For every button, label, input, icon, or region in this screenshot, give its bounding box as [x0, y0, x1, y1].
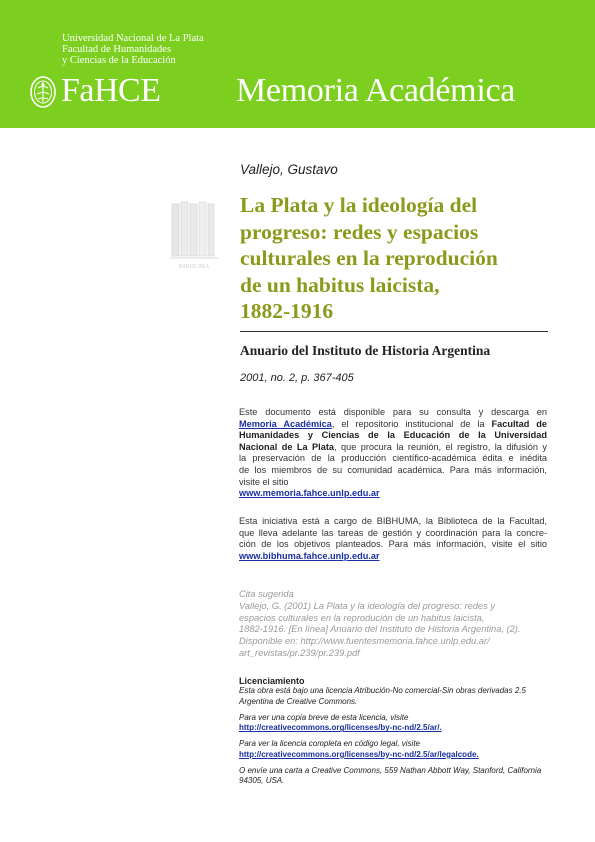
bibhuma-description — [239, 516, 547, 562]
university-bold-text: Nacional de La Plata — [239, 441, 334, 452]
paragraph-text: , que procura la reunión, el registro, la difusión y — [334, 441, 548, 452]
citation-line: Disponible en: http://www.fuentesmemoria.fahce.unlp.edu.ar/ — [239, 636, 490, 647]
citation-line: espacios culturales en la reprodución de un habitus laicista, — [239, 612, 485, 623]
header-banner — [0, 0, 595, 128]
license-heading: Licenciamiento — [239, 676, 305, 686]
paragraph-line: visite el sitio — [239, 476, 289, 487]
university-seal-icon — [29, 75, 57, 109]
paragraph-line — [239, 551, 547, 563]
suggested-citation — [239, 589, 547, 660]
license-full-label: Para ver la licencia completa en código legal, visite — [239, 739, 420, 749]
license-line — [239, 750, 559, 760]
citation-label: Cita sugerida — [239, 589, 294, 599]
title-line: culturales en la reprodución — [240, 246, 498, 270]
university-name: Universidad Nacional de La Plata — [62, 33, 204, 44]
citation-line: art_revistas/pr.239/pr.239.pdf — [239, 647, 360, 658]
paragraph-line: que lleva adelante las tareas de gestión y coordinación para la concre- — [239, 527, 547, 538]
license-line — [239, 723, 559, 733]
paragraph-line — [239, 430, 547, 442]
license-text: Argentina de Creative Commons. — [239, 696, 358, 706]
paragraph-line: la preservación de la producción científico-académica édita e inédita — [239, 453, 547, 464]
fahce-logo: FaHCE — [61, 72, 161, 109]
memoria-academica-link[interactable]: Memoria Académica — [239, 418, 332, 429]
books-logo-icon — [168, 200, 220, 272]
mail-address: 94305, USA. — [239, 776, 285, 786]
license-text: Esta obra está bajo una licencia Atribución-No comercial-Sin obras derivadas 2.5 — [239, 686, 526, 696]
paragraph-line: Este documento está disponible para su consulta y descarga en — [239, 407, 547, 417]
title-divider — [240, 331, 548, 332]
publication-details: 2001, no. 2, p. 367-405 — [240, 372, 354, 384]
citation-line: Vallejo, G. (2001) La Plata y la ideología del progreso: redes y — [239, 600, 495, 611]
license-section — [239, 676, 559, 787]
paragraph-line — [239, 442, 547, 454]
paragraph-line: ción de los objetivos planteados. Para más información, visite el sitio — [239, 539, 547, 550]
paragraph-line: Esta iniciativa está a cargo de BIBHUMA, la Biblioteca de la Facultad, — [239, 516, 547, 526]
faculty-bold-text: Humanidades y Ciencias de la Educación de la Universidad — [239, 430, 547, 441]
license-brief-label: Para ver una copia breve de esta licencia, visite — [239, 712, 409, 722]
title-line: progreso: redes y espacios — [240, 219, 479, 244]
paragraph-line: de los miembros de su comunidad académica. Para más información, — [239, 464, 547, 475]
title-line: de un habitus laicista, — [240, 272, 440, 297]
title-line: La Plata y la ideología del — [240, 193, 478, 217]
journal-name: Anuario del Instituto de Historia Argentina — [240, 343, 491, 358]
memoria-site-link[interactable]: www.memoria.fahce.unlp.edu.ar — [239, 488, 380, 499]
mail-address: O envíe una carta a Creative Commons, 559 Nathan Abbott Way, Stanford, California — [239, 766, 542, 776]
paragraph-text: , el repositorio institucional de la — [331, 418, 492, 429]
license-brief-link[interactable]: http://creativecommons.org/licenses/by-nc-nd/2.5/ar/. — [239, 723, 442, 733]
faculty-name-line1: Facultad de Humanidades — [62, 44, 172, 55]
paragraph-line — [239, 488, 547, 500]
faculty-name-line2: y Ciencias de la Educación — [62, 55, 176, 66]
repository-title: Memoria Académica — [236, 72, 516, 109]
author-name: Vallejo, Gustavo — [240, 162, 338, 177]
faculty-bold-text: Facultad de — [491, 418, 547, 429]
citation-line: 1882-1916. [En línea] Anuario del Instituto de Historia Argentina, (2). — [239, 624, 521, 635]
license-full-link[interactable]: http://creativecommons.org/licenses/by-nc-nd/2.5/ar/legalcode. — [239, 749, 479, 759]
bibhuma-logo-text: BIBHUMA — [178, 263, 210, 270]
article-title — [240, 192, 570, 325]
bibhuma-site-link[interactable]: www.bibhuma.fahce.unlp.edu.ar — [239, 550, 380, 561]
paragraph-line — [239, 419, 547, 431]
title-line: 1882-1916 — [240, 299, 334, 323]
repository-description — [239, 407, 547, 500]
